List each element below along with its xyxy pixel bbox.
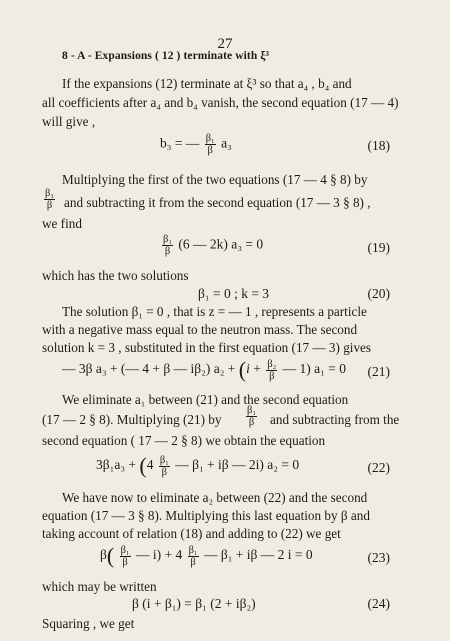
text-line: The solution β₁ = 0 , that is z = — 1 , represents a particle	[62, 304, 367, 319]
equation-number: (21)	[367, 364, 390, 379]
text-line: and subtracting from the	[270, 412, 400, 427]
text-line: we find	[42, 216, 82, 231]
text-line: second equation ( 17 — 2 § 8) we obtain the equation	[42, 433, 326, 448]
equation-number: (23)	[367, 550, 390, 565]
text-line: which has the two solutions	[42, 268, 189, 283]
equation-number: (24)	[367, 596, 390, 611]
equation-18: b₃ = — $\frac{\text{β₁}}{\beta}$ a₃	[160, 133, 232, 156]
text-line: and subtracting it from the second equation (17 — 3 § 8) ,	[64, 195, 371, 210]
equation-number: (22)	[367, 460, 390, 475]
text-line: We eliminate a₁ between (21) and the second equation	[62, 392, 349, 407]
equation-24: β (i + β₁) = β₁ (2 + iβ₂)	[132, 596, 256, 611]
text-line: equation (17 — 3 § 8). Multiplying this last equation by β and	[42, 508, 370, 523]
inline-fraction: $\frac{\text{β₁}}{\beta}$	[45, 188, 55, 211]
text-line: (17 — 2 § 8). Multiplying (21) by	[42, 412, 222, 427]
equation-number: (19)	[367, 240, 390, 255]
equation-number: (18)	[367, 138, 390, 153]
text-line: which may be written	[42, 579, 157, 594]
text-line: We have now to eliminate a₂ between (22) and the second	[62, 490, 368, 505]
text-line: will give ,	[42, 114, 96, 129]
section-heading: 8 - A - Expansions ( 12 ) terminate with ξ³	[62, 50, 270, 62]
equation-19: $\frac{\text{β₁}}{\beta}$ (6 — 2k) a₃ = 0	[163, 234, 264, 257]
equation-21: — 3β a₃ + (— 4 + β — iβ₂) a₂ + (i + $\frac{\text{β₂}}{\beta}$ — 1) a₁ = 0	[62, 357, 346, 382]
inline-fraction: $\frac{\text{β₁}}{\beta}$	[247, 405, 257, 428]
text-line: solution k = 3 , substituted in the first equation (17 — 3) gives	[42, 340, 372, 355]
page-number: 27	[217, 36, 233, 52]
text-line: Multiplying the first of the two equations (17 — 4 § 8) by	[62, 172, 368, 187]
text-line: all coefficients after a₄ and b₄ vanish, the second equation (17 — 4)	[42, 95, 399, 110]
equation-23: β( $\frac{\text{β₁}}{\beta}$ — i) + 4 $\frac{\text{β₁}}{\beta}$ — β₁ + iβ — 2 i = 0	[100, 543, 313, 568]
equation-20: β₁ = 0 ; k = 3	[198, 286, 270, 301]
text-line: If the expansions (12) terminate at ξ³ so that a₄ , b₄ and	[62, 76, 352, 91]
text-line: Squaring , we get	[42, 616, 135, 631]
text-line: taking account of relation (18) and adding to (22) we get	[42, 526, 341, 541]
equation-22: 3β₁a₃ + (4 $\frac{\text{β₁}}{\beta}$ — β₁ + iβ — 2i) a₂ = 0	[96, 453, 300, 478]
text-line: with a negative mass equal to the neutron mass. The second	[42, 322, 358, 337]
equation-number: (20)	[367, 286, 390, 301]
